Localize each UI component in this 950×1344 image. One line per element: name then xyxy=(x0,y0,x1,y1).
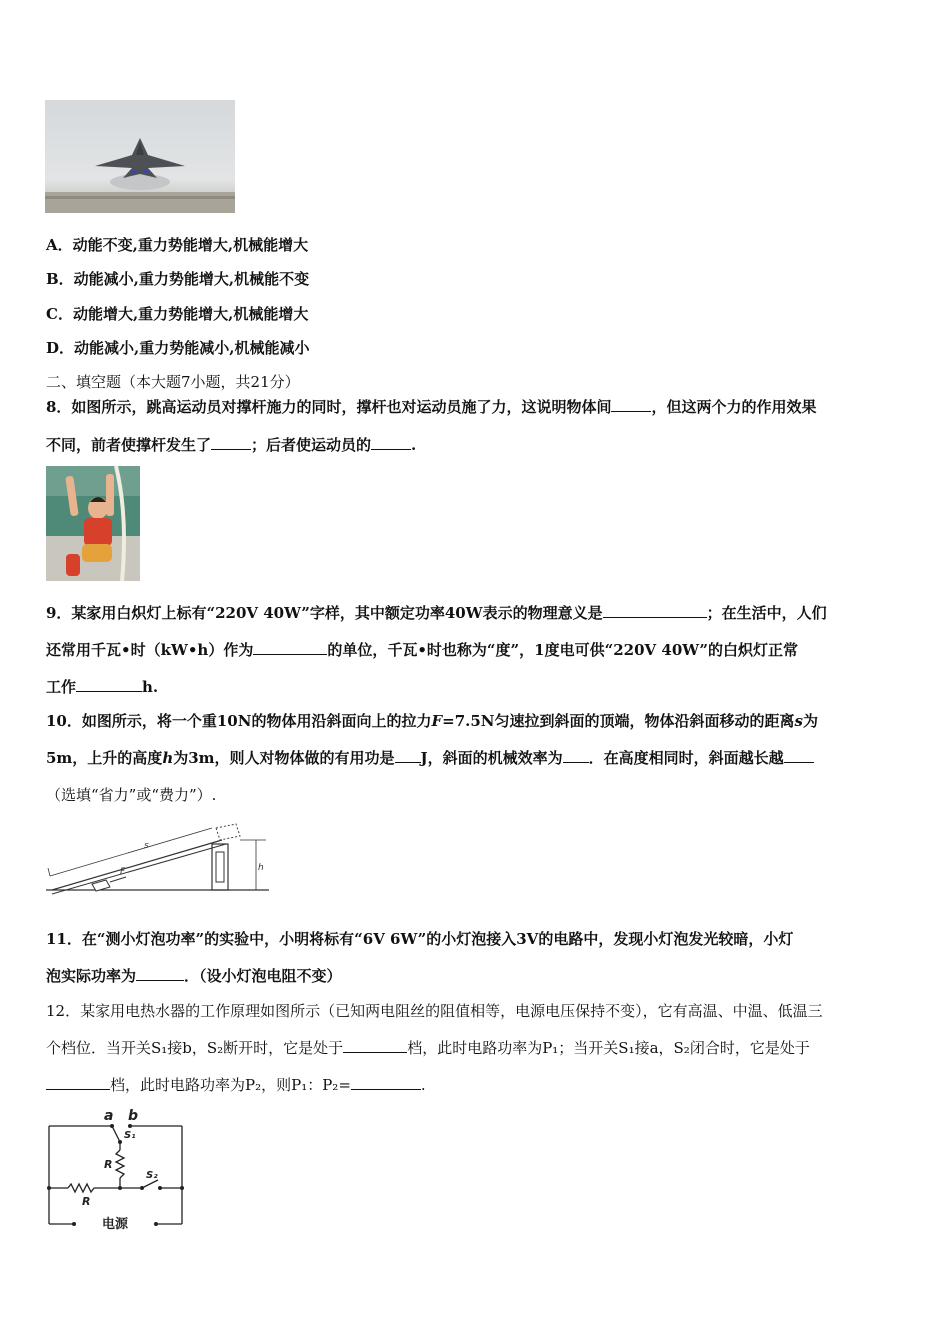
section-title: 二、填空题（本大题7小题，共21分） xyxy=(46,373,300,391)
q12-line-1: 12．某家用电热水器的工作原理如图所示（已知两电阻丝的阻值相等，电源电压保持不变），它有高温、中温、低温三 xyxy=(46,1002,823,1020)
q11-blank-1[interactable] xyxy=(136,966,184,981)
q12-text-2a: 个档位．当开关S₁接b，S₂断开时，它是处于 xyxy=(46,1039,344,1057)
q10-line-1 xyxy=(46,711,818,731)
q12-text-3b: . xyxy=(420,1076,426,1094)
q9-line-2 xyxy=(46,640,798,660)
pole-vault-image xyxy=(46,466,140,581)
circuit-label-b: b xyxy=(128,1108,139,1124)
q11-line-1: 11．在“测小灯泡功率”的实验中，小明将标有“6V 6W”的小灯泡接入3V的电路中，发现小灯泡发光较暗，小灯 xyxy=(46,930,794,948)
fighter-jet-image xyxy=(45,100,235,213)
q8-text-2c: . xyxy=(411,436,417,454)
q8-text-1a: 8．如图所示，跳高运动员对撑杆施力的同时，撑杆也对运动员施了力，这说明物体间 xyxy=(46,398,612,416)
fig-label-f: F xyxy=(120,867,126,877)
circuit-label-s1: S₁ xyxy=(124,1130,136,1141)
q10-text-2c: J，斜面的机械效率为 xyxy=(420,749,563,767)
q9-blank-1[interactable] xyxy=(603,603,707,618)
q12-text-2b: 档，此时电路功率为P₁；当开关S₁接a，S₂闭合时，它是处于 xyxy=(407,1039,810,1057)
q11-text-2b: ．（设小灯泡电阻不变） xyxy=(184,967,342,985)
q9-line-1 xyxy=(46,603,827,623)
q9-text-1a: 9．某家用白炽灯上标有“220V 40W”字样，其中额定功率40W表示的物理意义是 xyxy=(46,604,603,622)
circuit-diagram xyxy=(44,1106,194,1234)
q9-line-3 xyxy=(46,677,158,697)
q10-blank-1[interactable] xyxy=(395,748,421,763)
circuit-figure xyxy=(44,1106,194,1234)
q12-line-3 xyxy=(46,1075,426,1095)
q8-text-2b: ；后者使运动员的 xyxy=(251,436,372,454)
fig-label-s: s xyxy=(144,841,149,851)
q10-text-1a: 10．如图所示，将一个重10N的物体用沿斜面向上的拉力 xyxy=(46,712,432,730)
q10-text-1b: =7.5N匀速拉到斜面的顶端，物体沿斜面移动的距离 xyxy=(442,712,795,730)
q9-text-2a: 还常用千瓦•时（kW•h）作为 xyxy=(46,641,254,659)
q12-blank-3[interactable] xyxy=(351,1075,421,1090)
q8-text-2a: 不同，前者使撑杆发生了 xyxy=(46,436,212,454)
q11-line-2 xyxy=(46,966,342,986)
q8-text-1b: ，但这两个力的作用效果 xyxy=(651,398,817,416)
q10-text-2b: 为3m，则人对物体做的有用功是 xyxy=(173,749,395,767)
q9-blank-3[interactable] xyxy=(76,677,142,692)
q12-blank-1[interactable] xyxy=(343,1038,407,1053)
q9-text-1b: ；在生活中，人们 xyxy=(706,604,827,622)
q12-line-2 xyxy=(46,1038,810,1058)
q9-text-2b: 的单位，千瓦•时也称为“度”，1度电可供“220V 40W”的白炽灯正常 xyxy=(327,641,799,659)
q10-text-2d: ．在高度相同时，斜面越长越 xyxy=(588,749,784,767)
option-a: A．动能不变,重力势能增大,机械能增大 xyxy=(46,236,309,254)
circuit-label-r-bottom: R xyxy=(82,1195,91,1208)
q8-line-1 xyxy=(46,397,816,417)
q10-var-s: s xyxy=(794,712,803,730)
fighter-jet-photo xyxy=(45,100,235,213)
q9-text-3a: 工作 xyxy=(46,678,77,696)
q12-blank-2[interactable] xyxy=(46,1075,110,1090)
q9-text-3b: h. xyxy=(142,678,159,696)
q10-blank-2[interactable] xyxy=(563,748,589,763)
q8-blank-3[interactable] xyxy=(371,435,411,450)
circuit-label-a: a xyxy=(104,1108,114,1124)
option-c: C．动能增大,重力势能增大,机械能增大 xyxy=(46,305,309,323)
q10-var-h: h xyxy=(162,749,174,767)
circuit-label-power: 电源 xyxy=(102,1217,129,1232)
circuit-label-r-top: R xyxy=(104,1158,113,1171)
q12-text-3a: 档，此时电路功率为P₂，则P₁：P₂= xyxy=(110,1076,351,1094)
pole-vault-photo xyxy=(46,466,140,581)
q10-blank-3[interactable] xyxy=(784,748,814,763)
incline-figure xyxy=(44,816,276,902)
q10-text-2a: 5m，上升的高度 xyxy=(46,749,163,767)
q10-line-3: （选填“省力”或“费力”）. xyxy=(46,786,217,804)
q9-blank-2[interactable] xyxy=(253,640,327,655)
q10-text-1c: 为 xyxy=(802,712,818,730)
q8-line-2 xyxy=(46,435,416,455)
q8-blank-1[interactable] xyxy=(611,397,651,412)
q8-blank-2[interactable] xyxy=(211,435,251,450)
incline-diagram xyxy=(44,816,276,902)
fig-label-h: h xyxy=(258,863,264,873)
option-b: B．动能减小,重力势能增大,机械能不变 xyxy=(46,270,310,288)
q10-var-f: F xyxy=(431,712,443,730)
circuit-label-s2: S₂ xyxy=(146,1170,158,1181)
option-d: D．动能减小,重力势能减小,机械能减小 xyxy=(46,339,310,357)
q11-text-2a: 泡实际功率为 xyxy=(46,967,137,985)
q10-line-2 xyxy=(46,748,814,768)
